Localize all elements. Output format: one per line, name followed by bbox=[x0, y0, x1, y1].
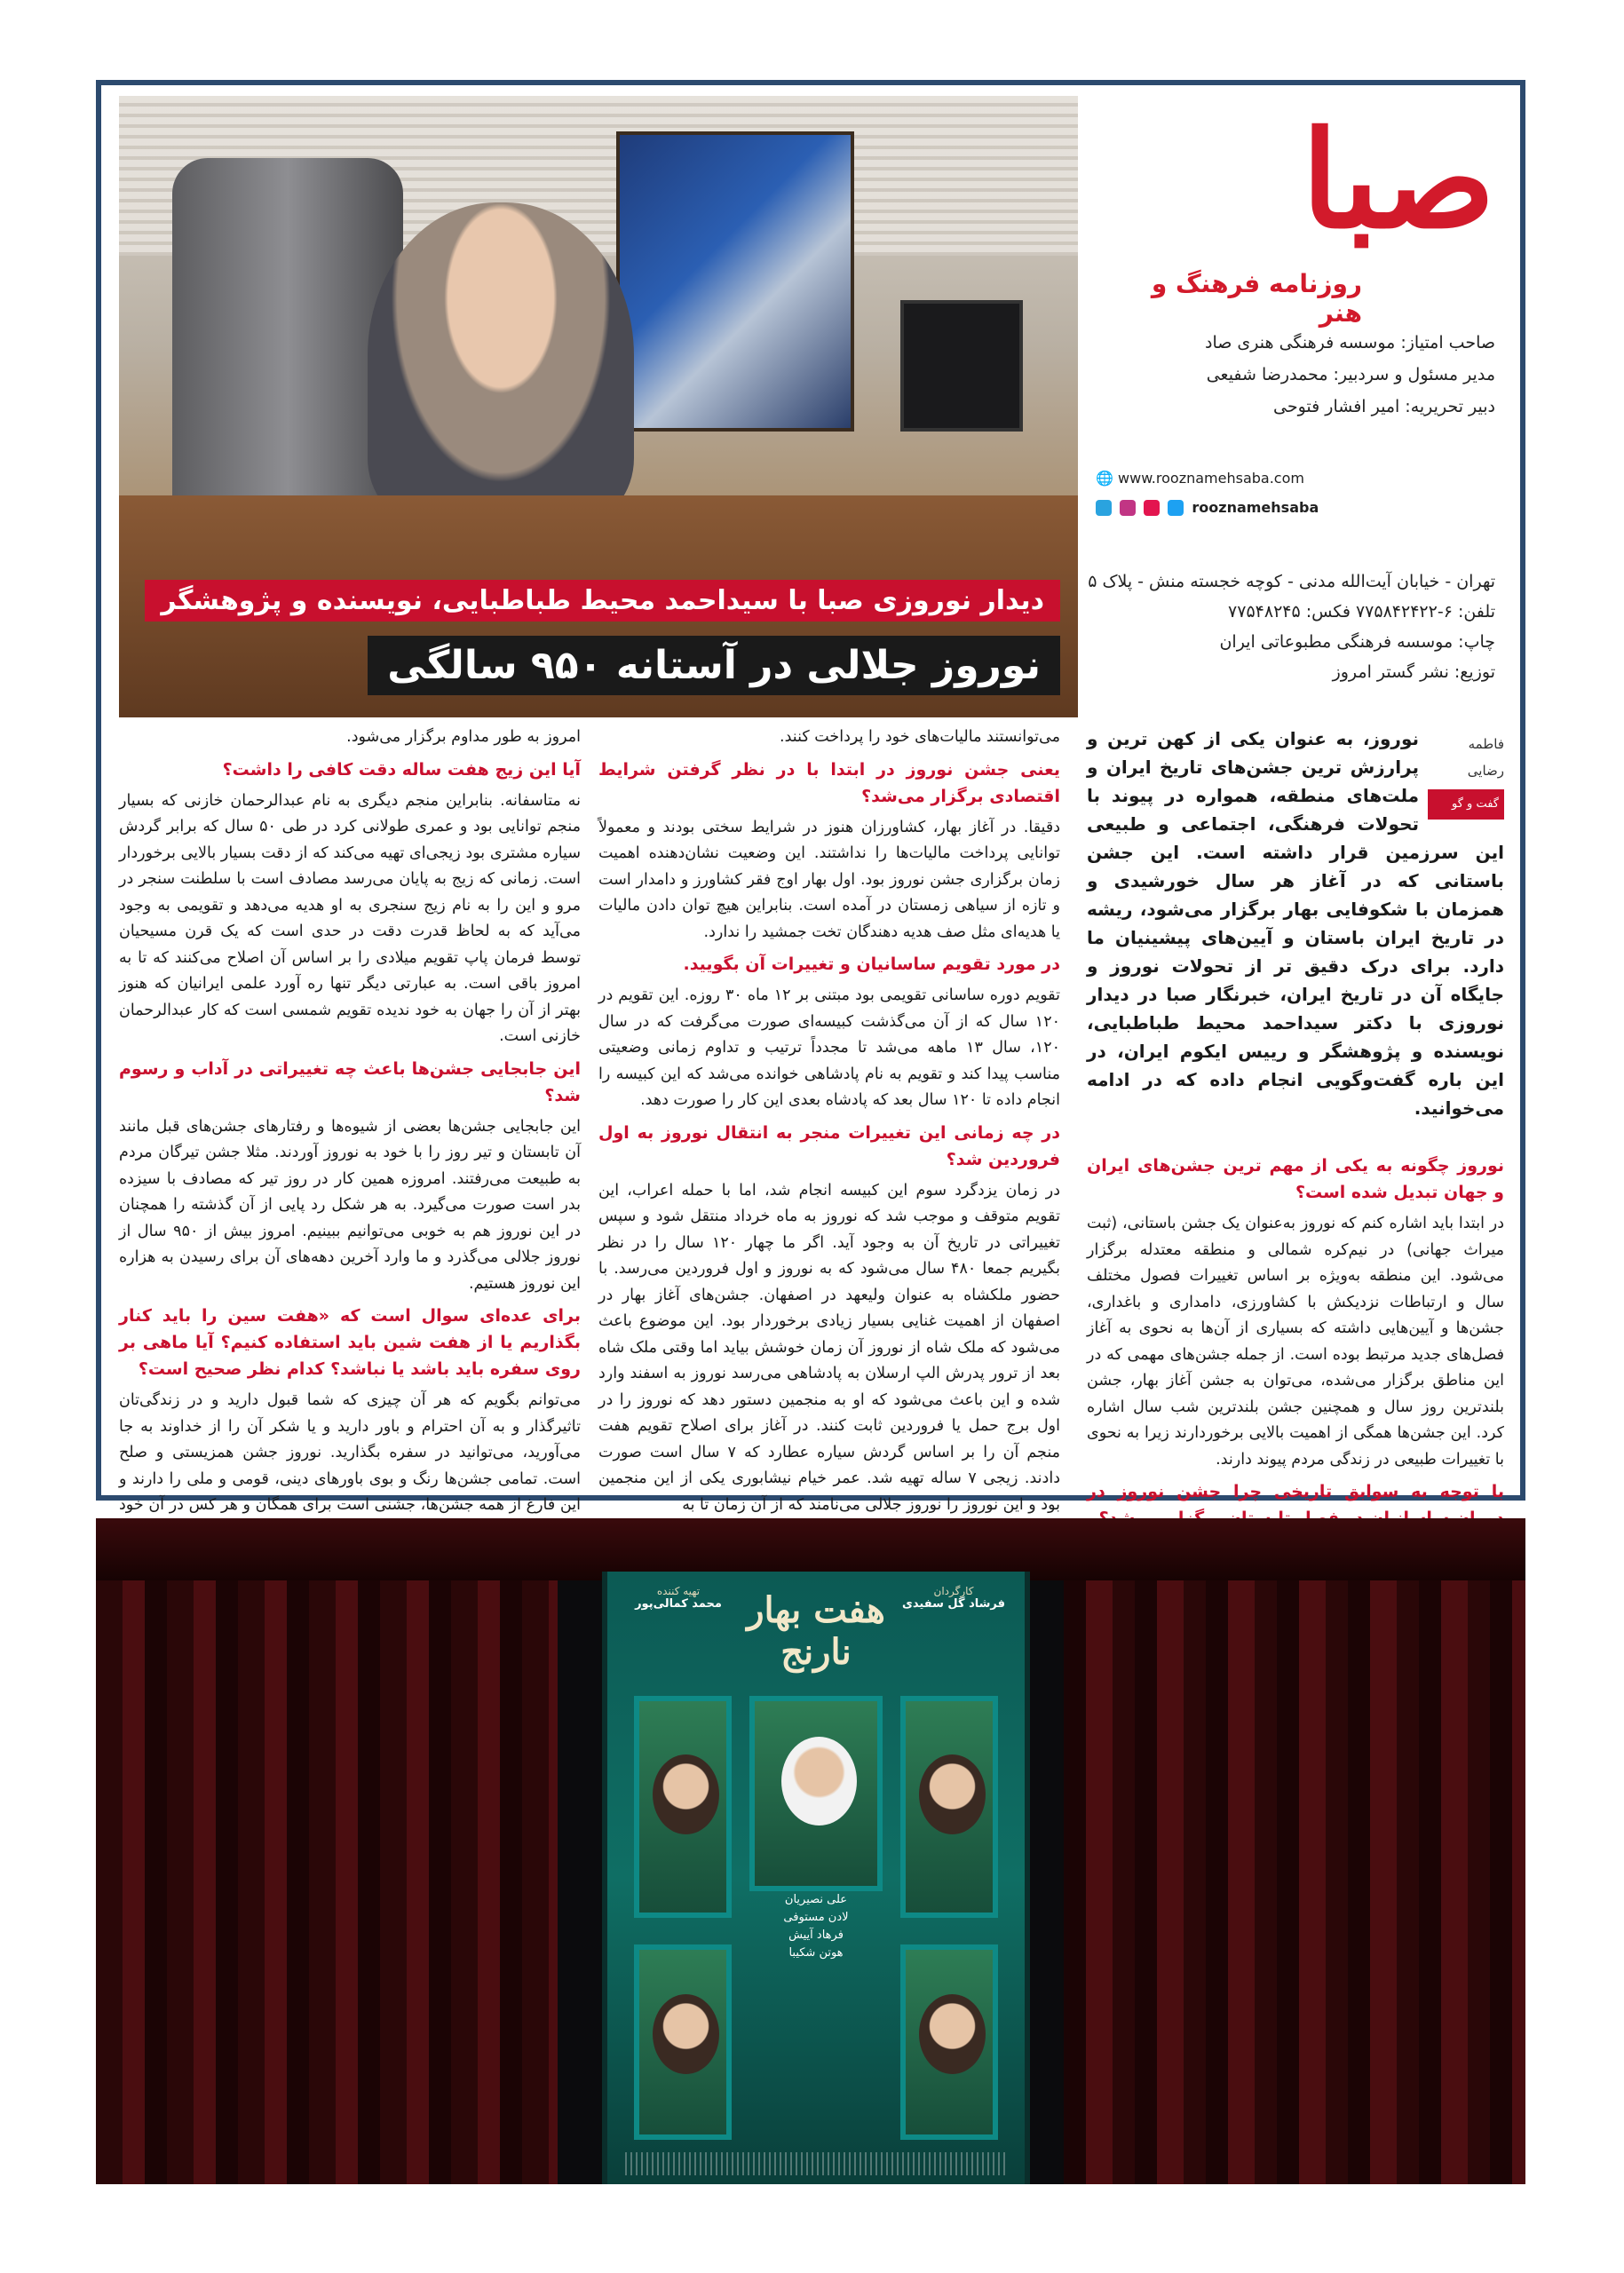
aparat-icon[interactable] bbox=[1144, 500, 1160, 516]
poster-credits-strip bbox=[625, 2152, 1007, 2175]
producer-credit bbox=[625, 1585, 732, 1611]
section-tag: گفت و گو bbox=[1428, 789, 1504, 820]
curtain-right bbox=[1064, 1518, 1525, 2184]
article-column-1 bbox=[1087, 725, 1504, 1501]
hero-photo bbox=[119, 96, 1078, 717]
producer-name: محمد کمالی‌پور bbox=[635, 1597, 722, 1611]
credit-line: دبیر تحریریه: امیر افشار فتوحی bbox=[1273, 397, 1495, 416]
website-row bbox=[1096, 464, 1362, 493]
logo-word: صبا bbox=[1301, 102, 1495, 258]
address-line: تهران - خیابان آیت‌الله مدنی - کوچه خجسته منش - پلاک ۵ bbox=[1088, 572, 1495, 591]
distribution-line: توزیع: نشر گستر امروز bbox=[1332, 662, 1495, 682]
question: در چه زمانی این تغییرات منجر به انتقال نوروز به اول فروردین شد؟ bbox=[598, 1122, 1060, 1169]
article-lead: نوروز، به عنوان یکی از کهن ترین و پرارزش ترین جشن‌های تاریخ ایران و ملت‌های منطقه، همواره در پیوند با تحولات فرهنگی، اجتماعی و طبیعی این سرزمین قرار داشته است. این جشن باستانی که در آغاز هر سال خورشیدی و همزمان با شکوفایی بهار برگزار می‌شود، ریشه در تاریخ ایران باستان و آیین‌های پیشینیان ما دارد. برای درک دقیق تر از تحولات نوروز و جایگاه آن در تاریخ ایران، خبرنگار صبا در دیدار نوروزی با دکتر سیداحمد محیط طباطبایی، نویسنده و پژوهشگر و رییس ایکوم ایران، در این باره گفت‌وگویی انجام داده که در ادامه می‌خوانید. bbox=[1087, 728, 1504, 1119]
answer: می‌توانم بگویم که هر آن چیزی که شما قبول دارید و در زندگی‌تان تاثیرگذار و به آن احترام و باور دارید و یا شکر آن را از خداوند به جا می‌آورید، می‌توانید در سفره بگذارید. نوروز جشن همزیستی و صلح است. تمامی جشن‌ها رنگ و بوی باورهای دینی، قومی و ملی را دارند و این فارغ از همه جشن‌ها، جشنی است برای همگان و هر کس در آن خود bbox=[119, 1391, 581, 1514]
author-name: فاطمه رضایی bbox=[1467, 736, 1504, 779]
credits bbox=[1205, 327, 1495, 423]
actor-portrait bbox=[781, 1737, 857, 1826]
page-frame bbox=[96, 80, 1525, 1514]
question: این جابجایی جشن‌ها باعث چه تغییراتی در آداب و رسوم شد؟ bbox=[119, 1058, 581, 1105]
question: یعنی جشن نوروز در ابتدا با در نظر گرفتن شرایط اقتصادی برگزار می‌شد؟ bbox=[598, 759, 1060, 806]
credit-line: صاحب امتیاز: موسسه فرهنگی هنری صاد bbox=[1205, 333, 1495, 352]
byline bbox=[1428, 732, 1504, 820]
answer: می‌توانستند مالیات‌های خود را پرداخت کنند. bbox=[780, 728, 1060, 746]
question: برای عده‌ای سوال است که «هفت سین را باید کنار بگذاریم یا از هفت شین باید استفاده کنیم؟ آیا ماهی بر روی سفره باید باشد یا نباشد؟ کدام نظر صحیح است؟ bbox=[119, 1306, 581, 1379]
credit-line: مدیر مسئول و سردبیر: محمدرضا شفیعی bbox=[1206, 365, 1495, 384]
interviewee-portrait bbox=[368, 202, 634, 522]
cast-name: هوتن شکیبا bbox=[788, 1946, 844, 1960]
actor-portrait bbox=[919, 1994, 986, 2074]
headline-kicker: دیدار نوروزی صبا با سیداحمد محیط طباطبایی، نویسنده و پژوهشگر bbox=[145, 580, 1060, 622]
twitter-icon[interactable] bbox=[1168, 500, 1184, 516]
social-row bbox=[1096, 493, 1362, 522]
article-column-2 bbox=[598, 725, 1061, 1514]
answer: امروز به طور مداوم برگزار می‌شود. bbox=[346, 728, 581, 746]
director-credit bbox=[900, 1585, 1007, 1611]
instagram-icon[interactable] bbox=[1120, 500, 1136, 516]
poster-window bbox=[634, 1944, 732, 2140]
poster-window bbox=[900, 1696, 998, 1918]
address-block bbox=[1088, 566, 1495, 687]
contacts bbox=[1096, 464, 1362, 522]
film-title: هفت بهار نارنج bbox=[747, 1589, 885, 1673]
question: با توجه به سوابق تاریخی چرا جشن نوروز در bbox=[1087, 1482, 1504, 1501]
cast-name: علی نصیریان bbox=[784, 1893, 848, 1906]
logo-subtitle: روزنامه فرهنگ و هنر bbox=[1151, 269, 1362, 328]
poster-window bbox=[900, 1944, 998, 2140]
poster-cast bbox=[749, 1891, 883, 1962]
curtain-left bbox=[96, 1518, 558, 2184]
director-name: فرشاد گل سفیدی bbox=[901, 1597, 1006, 1611]
social-handle[interactable]: rooznamehsaba bbox=[1192, 498, 1319, 516]
cast-name: فرهاد آییش bbox=[788, 1928, 844, 1942]
answer: این جابجایی جشن‌ها بعضی از شیوه‌ها و رفتارهای جشن‌های قبل مانند آن تابستان و تیر روز را با خود به نوروز آوردند. مثلا جشن تیرگان مردم به طبیعت می‌رفتند. امروزه همین کار در روز تیر که مصادف با سیزده بدر است صورت می‌گیرد. به هر شکل رد پایی از آن گذشته را همچنان در این نوروز هم به خوبی می‌توانیم ببینیم. امروز بیش از ۹۵۰ سال از نوروز جلالی می‌گذرد و ما وارد آخرین دهه‌های آن برای رسیدن به هزاره این نوروز هستیم. bbox=[119, 1117, 581, 1293]
headline-title: نوروز جلالی در آستانه ۹۵۰ سالگی bbox=[368, 636, 1060, 695]
computer-monitor bbox=[900, 300, 1023, 432]
print-line: چاپ: موسسه فرهنگی مطبوعاتی ایران bbox=[1219, 632, 1495, 652]
director-label: کارگردان bbox=[933, 1585, 974, 1597]
phone-line: تلفن: ۶-۷۷۵۸۴۲۴۲۲ فکس: ۷۷۵۴۸۲۴۵ bbox=[1228, 602, 1495, 622]
answer: دقیقا. در آغاز بهار، کشاورزان هنوز در شرایط سختی بودند و معمولاً توانایی پرداخت مالیات‌ها را نداشتند. این وضعیت نشان‌دهنده اهمیت زمان برگزاری جشن نوروز بود. اول بهار اوج فقر کشاورز و دامدار است و تازه از سیاهی زمستان در آمده است. بنابراین هیچ توان دادن مالیات یا هدیه‌ای مثل صف هدیه دهندگان تخت جمشید را ندارد. bbox=[598, 818, 1060, 941]
question: نوروز چگونه به یکی از مهم ترین جشن‌های ایران و جهان تبدیل شده است؟ bbox=[1087, 1156, 1504, 1202]
masthead bbox=[1087, 96, 1504, 717]
actor-portrait bbox=[653, 1754, 719, 1834]
film-poster[interactable] bbox=[602, 1572, 1030, 2184]
actor-portrait bbox=[653, 1994, 719, 2074]
poster-window bbox=[634, 1696, 732, 1918]
answer: نه متاسفانه. بنابراین منجم دیگری به نام عبدالرحمان خازنی که بسیار منجم توانایی بود و عمری طولانی کرد در طی ۵۰ سال که برابر گردش سیاره مشتری بود زیجی‌ای تهیه می‌کند که از دقت بسیار بالایی برخوردار است. زمانی که زیج به پایان می‌رسد مصادف است با سلطنت سنجر در مرو و این را به نام زیج سنجری به او هدیه می‌دهد و تقویمی به وجود می‌آید که به لحاظ قدرت دقت در حدی است که یک قرن مسیحیان توسط فرمان پاپ تقویم میلادی را بر اساس آن اصلاح می‌کنند که تا به امروز باقی است. به عبارتی دیگر تنها ره آورد علمی ایرانیان که هنوز بهتر از آن را جهان به خود ندیده تقویم شمسی است که کار عبدالرحمان خازنی است. bbox=[119, 791, 582, 1045]
answer: در زمان یزدگرد سوم این کبیسه انجام شد، اما با حمله اعراب، این تقویم متوقف و موجب شد که نوروز به ماه خرداد منتقل شود و سپس تغییراتی در تاریخ آن به وجود آید. اگر ما چهار ۱۲۰ سال را در نظر بگیریم جمعا ۴۸۰ سال می‌شود که به نوروز و اول فروردین می‌رسد. با حضور ملکشاه به عنوان ولیعهد در اصفهان. جشن‌های آغاز بهار در اصفهان از اهمیت غنایی بسیار زیادی برخوردار بود. این موضوع باعث می‌شود که ملک شاه از نوروز آن زمان خوشش بیاید اما وقتی ملک شاه بعد از ترور پدرش الپ ارسلان به پادشاهی می‌رسد نوروز به اسفند وارد شده و این باعث می‌شود که او به منجمین دستور دهد که نوروز را در اول برج حمل یا فروردین ثابت کنند. در آغاز برای اصلاح تقویم هفت منجم آن را بر اساس گردش سیاره عطارد که ۷ سال است صورت دادند. زیجی ۷ ساله تهیه شد. عمر خیام نیشابوری یکی از این منجمین بود و این نوروز را نوروز جلالی می‌نامند که از آن زمان تا به bbox=[598, 1181, 1061, 1514]
answer: در ابتدا باید اشاره کنم که نوروز به‌عنوان یک جشن باستانی، (ثبت میراث جهانی) در نیم‌کره شمالی و منطقه معتدله برگزار می‌شود. این منطقه به‌ویژه بر اساس تغییرات فصول مختلف سال و ارتباطات نزدیکش با کشاورزی، دامداری و باغداری، جشن‌ها و آیین‌هایی داشته که بسیاری از آن‌ها به نحوی به آغاز فصل‌های جدید مرتبط بوده است. از جمله جشن‌های مهمی که در این مناطق برگزار می‌شده، می‌توان به جشن آغاز بهار، جشن بلندترین روز سال و همچنین جشن بلندترین شب سال اشاره کرد. این جشن‌ها همگی از اهمیت بالایی برخوردارند زیرا به نحوی با تغییرات طبیعی در زندگی مردم پیوند دارند. bbox=[1087, 1215, 1504, 1469]
telegram-icon[interactable] bbox=[1096, 500, 1112, 516]
globe-icon: 🌐 bbox=[1096, 470, 1113, 487]
cast-name: لادن مستوفی bbox=[783, 1911, 849, 1924]
answer: تقویم دوره ساسانی تقویمی بود مبتنی بر ۱۲ ماه ۳۰ روزه. این تقویم در ۱۲۰ سال که از آن می‌گذشت کبیسه‌ای صورت می‌گرفت که در سال ۱۲۰، سال ۱۳ ماهه می‌شد تا مجدداً ترتیب و تداوم زمانی وضعیتی مناسب پیدا کند و تقویم به نام پادشاهی خوانده می‌شد که این کبیسه را انجام داده تا ۱۲۰ سال بعد که پادشاه بعدی این کار را صورت دهد. bbox=[598, 986, 1061, 1109]
newspaper-logo bbox=[1122, 102, 1495, 328]
poster-window bbox=[749, 1696, 883, 1891]
website-link[interactable]: www.rooznamehsaba.com bbox=[1118, 470, 1304, 487]
wall-painting bbox=[616, 131, 854, 432]
producer-label: تهیه کننده bbox=[656, 1585, 701, 1597]
film-advertisement[interactable] bbox=[96, 1518, 1525, 2184]
question: در مورد تقویم ساسانیان و تغییرات آن بگویید. bbox=[683, 954, 1060, 974]
article-column-3 bbox=[119, 725, 582, 1514]
question: آیا این زیج هفت ساله دقت کافی را داشت؟ bbox=[222, 759, 581, 780]
actor-portrait bbox=[919, 1754, 986, 1834]
